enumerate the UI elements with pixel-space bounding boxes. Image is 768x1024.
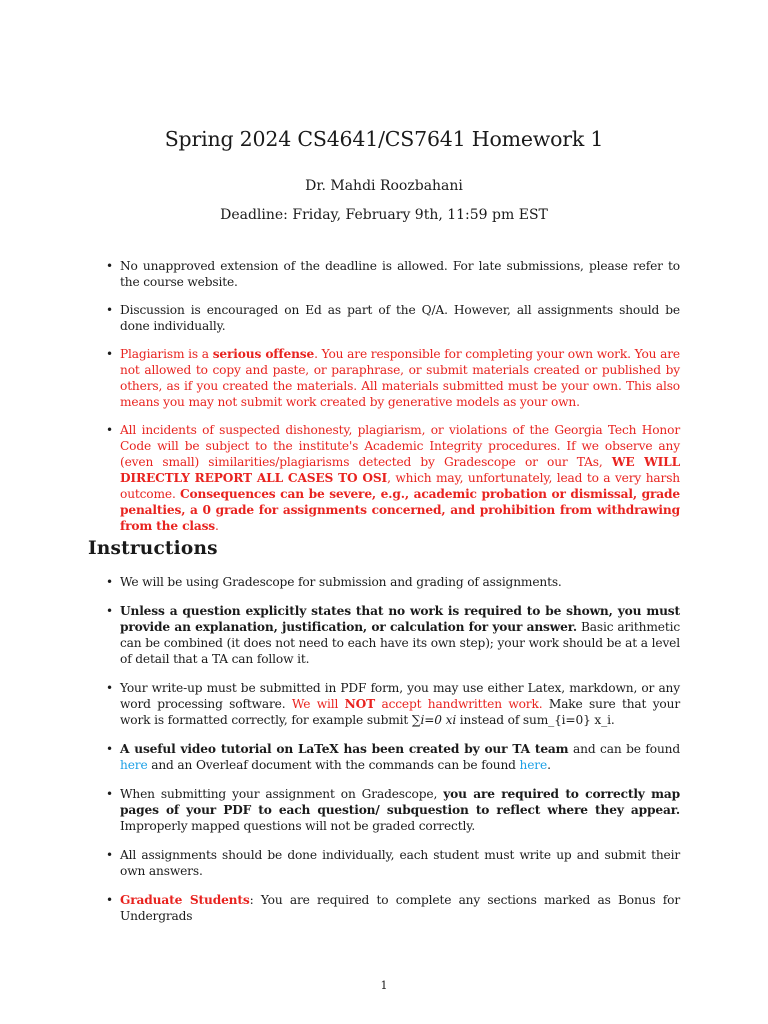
sum-formula: ∑i=0 xi: [411, 713, 457, 727]
overleaf-document-link[interactable]: here: [519, 758, 548, 772]
policy-list: [120, 258, 680, 546]
instruction-item-pdf-format: • Your write-up must be submitted in PDF form, you may use either Latex, markdown, or any word processing software. We will NOT accept handwritten work. Make sure that your work is formatted correctly, for example submit ∑i=0 xi instead of sum_{i=0} x_i.: [120, 680, 680, 728]
policy-item-discussion: • Discussion is encouraged on Ed as part of the Q/A. However, all assignments should be done individually.: [120, 302, 680, 334]
video-tutorial-link[interactable]: here: [120, 758, 148, 772]
instruction-item-page-mapping: • When submitting your assignment on Gradescope, you are required to correctly map pages of your PDF to each question/ subquestion to reflect where they appear. Improperly mapped questions will not be graded correctly.: [120, 786, 680, 834]
serious-offense-text: serious offense: [212, 347, 315, 361]
osi-report-warning: WE WILL DIRECTLY REPORT ALL CASES TO OSI: [120, 455, 680, 485]
author-name: Dr. Mahdi Roozbahani: [305, 178, 463, 194]
instruction-item-show-work: • Unless a question explicitly states that no work is required to be shown, you must provide an explanation, justification, or calculation for your answer. Basic arithmetic can be combined (it does not need to each have its own step); your work should be at a level of detail that a TA can follow it.: [120, 603, 680, 667]
consequences-warning: Consequences can be severe, e.g., academic probation or dismissal, grade penalties, a 0 grade for assignments concerned, and prohibition from withdrawing from the class: [120, 487, 680, 533]
instructions-list: [120, 574, 680, 937]
policy-item-plagiarism: • Plagiarism is a serious offense. You are responsible for completing your own work. You are not allowed to copy and paste, or paraphrase, or submit materials created or published by others, as if you created the materials. All materials submitted must be your own. This also means you may not submit work created by generative models as your own.: [120, 346, 680, 410]
instruction-item-latex-tutorial: • A useful video tutorial on LaTeX has been created by our TA team and can be found here and an Overleaf document with the commands can be found here.: [120, 741, 680, 773]
policy-item-honor-code: • All incidents of suspected dishonesty, plagiarism, or violations of the Georgia Tech Honor Code will be subject to the institute's Academic Integrity procedures. If we observe any (even small) similarities/plagiarisms detected by Gradescope or our TAs, WE WILL DIRECTLY REPORT ALL CASES TO OSI, which may, unfortunately, lead to a very harsh outcome. Consequences can be severe, e.g., academic probation or dismissal, grade penalties, a 0 grade for assignments concerned, and prohibition from withdrawing from the class.: [120, 422, 680, 534]
page-number: 1: [380, 979, 388, 992]
graduate-students-label: Graduate Students: [120, 893, 250, 907]
instruction-item-graduate-students: • Graduate Students: You are required to complete any sections marked as Bonus for Undergrads: [120, 892, 680, 924]
instruction-item-gradescope: • We will be using Gradescope for submission and grading of assignments.: [120, 574, 680, 590]
not-emphasis: NOT: [344, 697, 376, 711]
instruction-item-individual-work: • All assignments should be done individually, each student must write up and submit their own answers.: [120, 847, 680, 879]
deadline-line: Deadline: Friday, February 9th, 11:59 pm EST: [220, 207, 548, 223]
document-title: Spring 2024 CS4641/CS7641 Homework 1: [164, 127, 604, 151]
section-heading-instructions: Instructions: [88, 538, 218, 559]
policy-item-extension: • No unapproved extension of the deadline is allowed. For late submissions, please refer to the course website.: [120, 258, 680, 290]
